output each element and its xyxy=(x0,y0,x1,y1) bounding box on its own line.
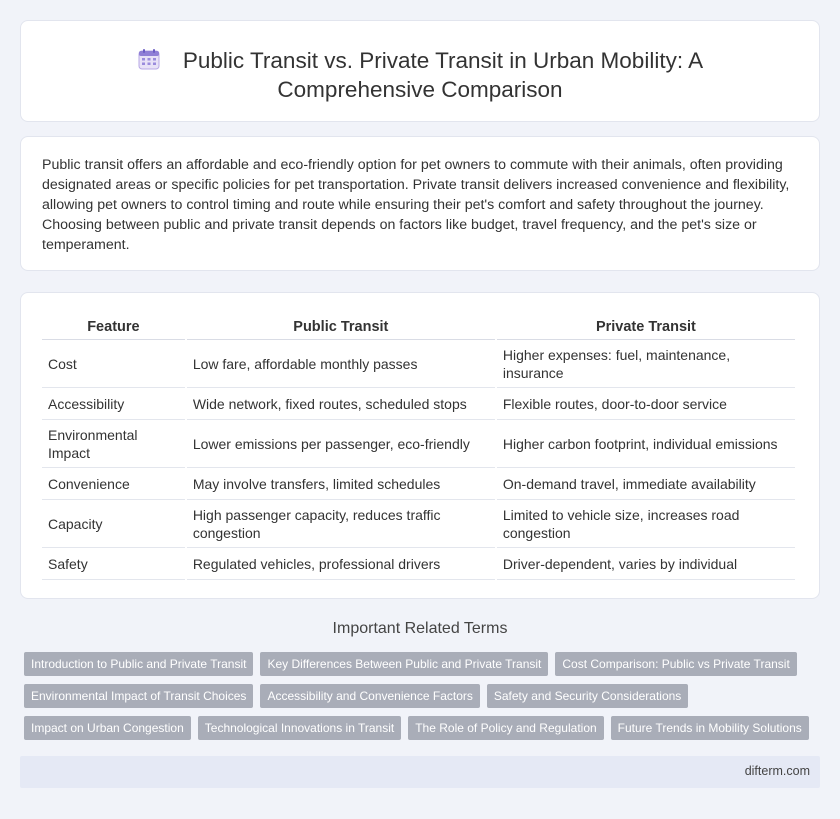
related-term-tag[interactable]: Future Trends in Mobility Solutions xyxy=(611,716,809,740)
table-row xyxy=(42,548,795,580)
table-cell: Wide network, fixed routes, scheduled stops xyxy=(187,388,495,420)
header-private-transit: Private Transit xyxy=(497,317,795,340)
comparison-table xyxy=(40,317,797,580)
table-cell: Environmental Impact xyxy=(42,420,185,468)
table-cell: Cost xyxy=(42,340,185,388)
related-term-tag[interactable]: Environmental Impact of Transit Choices xyxy=(24,684,253,708)
related-term-tag[interactable]: Cost Comparison: Public vs Private Transit xyxy=(555,652,796,676)
related-terms-title: Important Related Terms xyxy=(332,620,508,637)
table-cell: Lower emissions per passenger, eco-friendly xyxy=(187,420,495,468)
related-term-tag[interactable]: Impact on Urban Congestion xyxy=(24,716,191,740)
header-card xyxy=(20,20,820,122)
page-title xyxy=(21,46,819,104)
related-term-tag[interactable]: Introduction to Public and Private Transit xyxy=(24,652,253,676)
table-row xyxy=(42,468,795,500)
header-public-transit: Public Transit xyxy=(187,317,495,340)
footer-site-link[interactable]: difterm.com xyxy=(744,764,810,778)
table-cell: May involve transfers, limited schedules xyxy=(187,468,495,500)
table-cell: Higher carbon footprint, individual emissions xyxy=(497,420,795,468)
table-cell: High passenger capacity, reduces traffic congestion xyxy=(187,500,495,548)
table-cell: Safety xyxy=(42,548,185,580)
table-cell: Accessibility xyxy=(42,388,185,420)
table-cell: Flexible routes, door-to-door service xyxy=(497,388,795,420)
related-term-tag[interactable]: The Role of Policy and Regulation xyxy=(408,716,603,740)
related-terms-list xyxy=(24,652,824,748)
calendar-icon xyxy=(137,47,161,71)
table-row xyxy=(42,420,795,468)
table-cell: Driver-dependent, varies by individual xyxy=(497,548,795,580)
header-feature: Feature xyxy=(42,317,185,340)
comparison-card xyxy=(20,292,820,599)
related-term-tag[interactable]: Key Differences Between Public and Private Transit xyxy=(260,652,548,676)
table-cell: Limited to vehicle size, increases road congestion xyxy=(497,500,795,548)
table-row xyxy=(42,500,795,548)
footer xyxy=(20,756,820,788)
table-cell: On-demand travel, immediate availability xyxy=(497,468,795,500)
related-term-tag[interactable]: Accessibility and Convenience Factors xyxy=(260,684,479,708)
table-cell: Regulated vehicles, professional drivers xyxy=(187,548,495,580)
table-row xyxy=(42,388,795,420)
related-term-tag[interactable]: Technological Innovations in Transit xyxy=(198,716,401,740)
table-cell: Capacity xyxy=(42,500,185,548)
table-row xyxy=(42,340,795,388)
related-term-tag[interactable]: Safety and Security Considerations xyxy=(487,684,688,708)
table-header-row xyxy=(42,317,795,340)
table-cell: Convenience xyxy=(42,468,185,500)
title-line-1: Public Transit vs. Private Transit in Urban Mobility: A xyxy=(182,48,704,73)
intro-card xyxy=(20,136,820,271)
intro-paragraph: Public transit offers an affordable and eco-friendly option for pet owners to commute with their animals, often providing designated areas or specific policies for pet transportation. Private transit delivers increased convenience and flexibility, allowing pet owners to control timing and route while ensuring their pet's comfort and safety throughout the journey. Choosing between public and private transit depends on factors like budget, travel frequency, and the pet's size or temperament. xyxy=(42,157,790,253)
table-cell: Higher expenses: fuel, maintenance, insurance xyxy=(497,340,795,388)
table-cell: Low fare, affordable monthly passes xyxy=(187,340,495,388)
title-line-2: Comprehensive Comparison xyxy=(277,77,563,102)
